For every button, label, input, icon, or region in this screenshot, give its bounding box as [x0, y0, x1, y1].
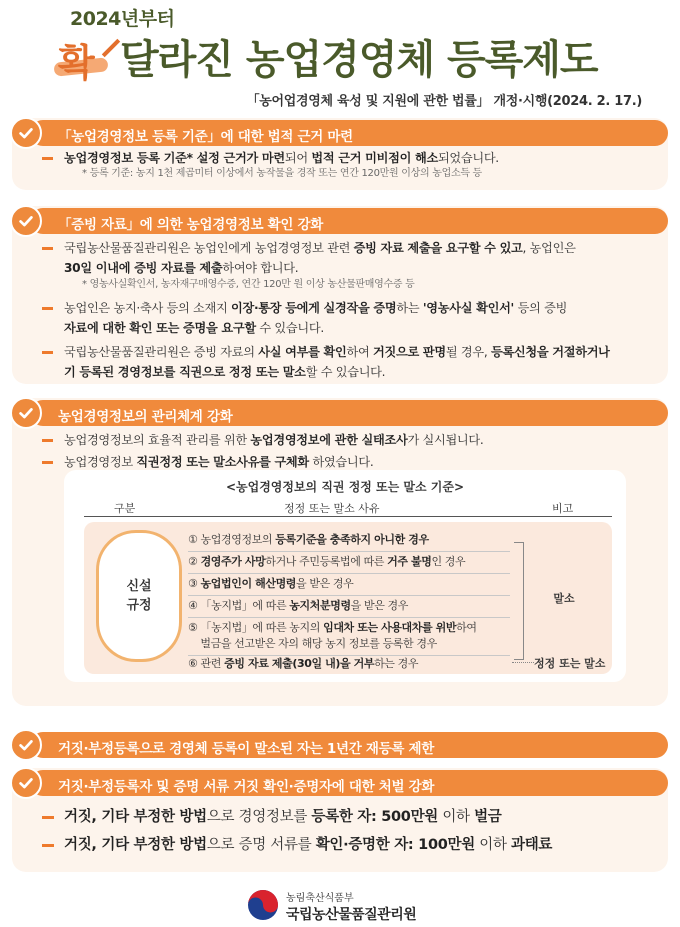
item-text: 국립농산물품질관리원은 증빙 자료의 사실 여부를 확인하여 거짓으로 판명될 경우, 등록신청을 거절하거나 기 등록된 경영정보를 직권으로 정정 또는 말소할 수 있습니다. [64, 345, 610, 379]
table-title: <농업경영정보의 직권 정정 또는 말소 기준> [225, 480, 465, 494]
section-4-title: 거짓·부정등록으로 경영체 등록이 말소된 자는 1년간 재등록 제한 [58, 741, 434, 757]
section-3-item-2 [42, 452, 648, 472]
check-icon [10, 729, 42, 761]
section-1 [12, 118, 668, 190]
table-category [96, 530, 182, 662]
header-stamp [52, 30, 110, 85]
section-5-item-2 [42, 834, 648, 856]
section-2-title: 「증빙 자료」에 의한 농업경영정보 확인 강화 [58, 217, 323, 233]
section-4 [12, 730, 668, 760]
government-emblem-icon [246, 888, 280, 922]
criteria-table [64, 470, 626, 682]
table-remark-2: 정정 또는 말소 [534, 657, 606, 670]
footer-ministry: 농림축산식품부 [286, 893, 354, 904]
table-row: ① 농업경영정보의 등록기준을 충족하지 아니한 경우 [188, 532, 510, 552]
header-stamp-text: 확 [58, 41, 95, 85]
check-icon [10, 397, 42, 429]
table-row: ② 경영주가 사망하거나 주민등록법에 따른 거주 불명인 경우 [188, 554, 510, 574]
section-5 [12, 768, 668, 872]
section-1-title: 「농업경영정보 등록 기준」에 대한 법적 근거 마련 [58, 129, 353, 145]
table-header-category: 구분 [114, 502, 136, 515]
table-row: ⑤ 「농지법」에 따른 농지의 임대차 또는 사용대차를 위반하여 벌금을 선고받은 자의 해당 농지 정보를 등록한 경우 [188, 620, 510, 656]
section-5-title: 거짓·부정등록자 및 증명 서류 거짓 확인·증명자에 대한 처벌 강화 [58, 779, 435, 795]
check-icon [10, 205, 42, 237]
section-3 [12, 398, 668, 706]
section-2 [12, 206, 668, 384]
item-text: 농업경영정보 등록 기준* 설정 근거가 마련되어 법적 근거 미비점이 해소되었습니다. [64, 151, 499, 165]
section-2-item-3 [42, 342, 648, 382]
item-text: 국립농산물품질관리원은 농업인에게 농업경영정보 관련 증빙 자료 제출을 요구할 수 있고, 농업인은 30일 이내에 증빙 자료를 제출하여야 합니다. [64, 241, 576, 275]
table-category-text: 신설 규정 [126, 579, 152, 613]
check-icon [10, 117, 42, 149]
table-header-remark: 비고 [552, 502, 574, 515]
section-1-item-1 [42, 148, 648, 168]
section-5-item-1 [42, 806, 648, 828]
header-title-row [52, 28, 598, 84]
table-row: ③ 농업법인이 해산명령을 받은 경우 [188, 576, 510, 596]
item-text: 농업인은 농지·축사 등의 소재지 이장·통장 등에게 실경작을 증명하는 '영농사실 확인서' 등의 증빙 자료에 대한 확인 또는 증명을 요구할 수 있습니다. [64, 301, 568, 335]
footer-agency: 국립농산물품질관리원 [286, 907, 417, 923]
table-row: ④ 「농지법」에 따른 농지처분명령을 받은 경우 [188, 598, 510, 618]
table-header-reason: 정정 또는 말소 사유 [284, 502, 380, 515]
item-text: 농업경영정보의 효율적 관리를 위한 농업경영정보에 관한 실태조사가 실시됩니다. [64, 433, 484, 447]
item-text: 거짓, 기타 부정한 방법으로 증명 서류를 확인·증명한 자: 100만원 이하 과태료 [64, 837, 553, 853]
section-3-item-1 [42, 430, 648, 450]
header-title: 달라진 농업경영체 등록제도 [120, 36, 598, 83]
remark-bracket [514, 542, 524, 660]
table-remark-1: 말소 [553, 592, 575, 605]
item-text: 농업경영정보 직권정정 또는 말소사유를 구체화 하였습니다. [64, 455, 374, 469]
section-1-note: * 등록 기준: 농지 1천 제곱미터 이상에서 농작물을 경작 또는 연간 120만원 이상의 농업소득 등 [82, 168, 482, 179]
section-2-item-2 [42, 298, 648, 338]
section-2-item-1 [42, 238, 648, 278]
header-subtitle: 「농어업경영체 육성 및 지원에 관한 법률」 개정·시행(2024. 2. 17.) [246, 94, 642, 109]
check-icon [10, 767, 42, 799]
header-year: 2024년부터 [70, 8, 175, 30]
item-text: 거짓, 기타 부정한 방법으로 경영정보를 등록한 자: 500만원 이하 벌금 [64, 809, 502, 825]
section-3-title: 농업경영정보의 관리체계 강화 [58, 409, 233, 425]
table-row: ⑥ 관련 증빙 자료 제출(30일 내)을 거부하는 경우 [188, 657, 419, 670]
section-2-note: * 영농사실확인서, 농자재구매영수증, 연간 120만 원 이상 농산물판매영수증 등 [82, 279, 415, 290]
